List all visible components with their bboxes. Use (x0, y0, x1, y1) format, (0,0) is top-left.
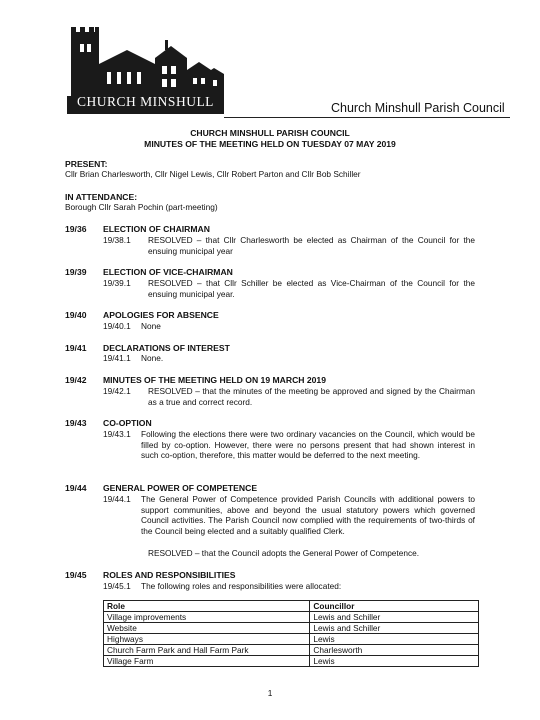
item-text: RESOLVED – that Cllr Schiller be elected as Vice-Chairman of the Council for the ensuing municipal year. (148, 278, 475, 299)
item-heading: MINUTES OF THE MEETING HELD ON 19 MARCH 2019 (103, 375, 326, 385)
item-number: 19/39 (65, 267, 87, 277)
councillor-cell: Charlesworth (310, 645, 479, 656)
present-heading: PRESENT: (65, 159, 108, 169)
item-heading: ELECTION OF VICE-CHAIRMAN (103, 267, 233, 277)
item-text: None. (141, 353, 164, 363)
role-cell: Village improvements (104, 612, 310, 623)
item-heading: CO-OPTION (103, 418, 152, 428)
table-row (104, 656, 479, 667)
item-subnumber: 19/40.1 (103, 321, 131, 331)
table-row (104, 645, 479, 656)
roles-table (103, 600, 479, 667)
role-cell: Church Farm Park and Hall Farm Park (104, 645, 310, 656)
item-heading: ELECTION OF CHAIRMAN (103, 224, 210, 234)
table-header-row (104, 601, 479, 612)
table-row (104, 623, 479, 634)
item-text: The General Power of Competence provided Parish Councils with additional powers to support communities, above and beyond the usual statutory powers which governed Council activities. The Parish Council now complied with the requirements of two-thirds of the Council being elected and a suitably qualified Clerk. (141, 494, 475, 536)
item-number: 19/36 (65, 224, 87, 234)
item-heading: ROLES AND RESPONSIBILITIES (103, 570, 236, 580)
document-title: CHURCH MINSHULL PARISH COUNCIL (190, 128, 350, 138)
item-subnumber: 19/43.1 (103, 429, 131, 439)
item-subnumber: 19/42.1 (103, 386, 131, 396)
item-number: 19/43 (65, 418, 87, 428)
role-cell: Village Farm (104, 656, 310, 667)
item-subnumber: 19/41.1 (103, 353, 131, 363)
column-header-role: Role (104, 601, 310, 612)
page-number: 1 (267, 688, 273, 698)
item-subnumber: 19/39.1 (103, 278, 131, 288)
item-number: 19/40 (65, 310, 87, 320)
item-number: 19/45 (65, 570, 87, 580)
item-number: 19/44 (65, 483, 87, 493)
table-row (104, 612, 479, 623)
item-subnumber: 19/45.1 (103, 581, 131, 591)
role-cell: Highways (104, 634, 310, 645)
item-subnumber: 19/38.1 (103, 235, 131, 245)
present-text: Cllr Brian Charlesworth, Cllr Nigel Lewis, Cllr Robert Parton and Cllr Bob Schiller (65, 169, 361, 179)
header-rule (224, 117, 510, 118)
council-name: Church Minshull Parish Council (331, 101, 505, 115)
attendance-text: Borough Cllr Sarah Pochin (part-meeting) (65, 202, 218, 212)
attendance-heading: IN ATTENDANCE: (65, 192, 138, 202)
councillor-cell: Lewis (310, 656, 479, 667)
councillor-cell: Lewis (310, 634, 479, 645)
table-row (104, 634, 479, 645)
item-text: RESOLVED – that the minutes of the meeting be approved and signed by the Chairman as a true and correct record. (148, 386, 475, 407)
item-heading: APOLOGIES FOR ABSENCE (103, 310, 219, 320)
item-text: Following the elections there were two ordinary vacancies on the Council, which would be filled by co-option. However, there were no persons present that had shown interest in such co-option, therefore, this matter would be deferred to the next meeting. (141, 429, 475, 460)
item-text: None (141, 321, 161, 331)
item-subnumber: 19/44.1 (103, 494, 131, 504)
church-silhouette-icon (67, 24, 224, 96)
role-cell: Website (104, 623, 310, 634)
column-header-councillor: Councillor (310, 601, 479, 612)
item-heading: DECLARATIONS OF INTEREST (103, 343, 230, 353)
item-heading: GENERAL POWER OF COMPETENCE (103, 483, 258, 493)
item-resolution: RESOLVED – that the Council adopts the General Power of Competence. (148, 548, 420, 558)
church-logo (67, 24, 224, 114)
item-text: The following roles and responsibilities were allocated: (141, 581, 342, 591)
councillor-cell: Lewis and Schiller (310, 623, 479, 634)
item-text: RESOLVED – that Cllr Charlesworth be elected as Chairman of the Council for the ensuing municipal year (148, 235, 475, 256)
councillor-cell: Lewis and Schiller (310, 612, 479, 623)
document-subtitle: MINUTES OF THE MEETING HELD ON TUESDAY 07 MAY 2019 (144, 139, 396, 149)
logo-text: CHURCH MINSHULL (77, 94, 214, 109)
item-number: 19/42 (65, 375, 87, 385)
item-number: 19/41 (65, 343, 87, 353)
